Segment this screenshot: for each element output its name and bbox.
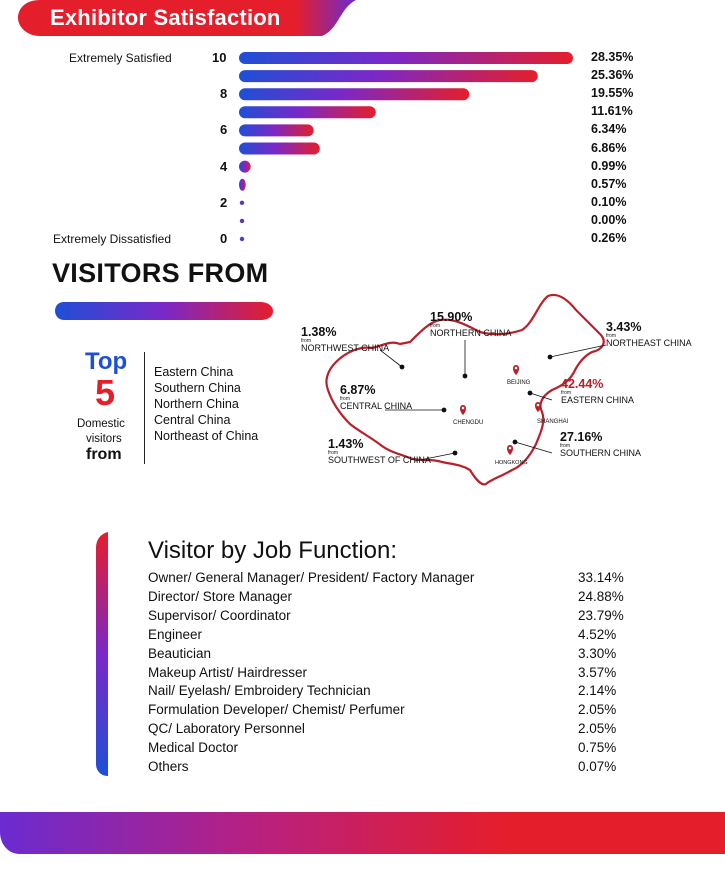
satisfaction-value-label: 6.86% <box>591 140 627 155</box>
job-accent-bar <box>96 532 108 776</box>
satisfaction-bar <box>239 52 573 64</box>
satisfaction-value-label: 28.35% <box>591 50 634 64</box>
satisfaction-value-label: 0.26% <box>591 231 627 245</box>
map-label-eastern: 42.44% from EASTERN CHINA <box>561 377 635 405</box>
visitors-accent-bar <box>55 302 273 320</box>
visitors-from-title: VISITORS FROM <box>52 258 269 288</box>
scale-label-bottom: Extremely Dissatisfied <box>53 232 172 246</box>
leader-line <box>530 393 552 400</box>
top-region-item: Northern China <box>154 397 239 411</box>
satisfaction-bar <box>239 88 469 100</box>
city-label: BEIJING <box>507 380 531 386</box>
visitors-label: visitors <box>86 433 122 445</box>
job-row-value: 33.14% <box>578 570 624 585</box>
satisfaction-value-label: 19.55% <box>591 86 634 101</box>
city-label: HONGKONG <box>495 460 528 466</box>
top-divider <box>144 352 145 464</box>
satisfaction-bar <box>239 179 246 191</box>
map-label-southern: 27.16% from SOUTHERN CHINA <box>560 430 642 458</box>
from-label: from <box>86 446 122 463</box>
satisfaction-tick-label: 2 <box>220 194 228 210</box>
top-region-item: Southern China <box>154 381 241 395</box>
top-region-item: Eastern China <box>154 365 234 379</box>
satisfaction-value-label: 0.00% <box>591 212 627 227</box>
job-row-value: 3.57% <box>578 664 617 680</box>
top-number: 5 <box>95 372 116 413</box>
job-row-value: 2.05% <box>578 721 617 737</box>
location-pin-icon <box>535 402 541 412</box>
satisfaction-value-label: 0.57% <box>591 176 627 191</box>
job-row-label: Supervisor/ Coordinator <box>148 607 291 623</box>
satisfaction-bar <box>240 237 244 241</box>
scale-label-top: Extremely Satisfied <box>69 51 172 65</box>
map-label-southwest: 1.43% from SOUTHWEST OF CHINA <box>328 437 431 465</box>
satisfaction-bar <box>240 201 244 205</box>
job-row-value: 0.07% <box>578 759 617 774</box>
job-row-label: Director/ Store Manager <box>148 588 293 604</box>
location-pin-icon <box>507 445 513 455</box>
satisfaction-value-label: 6.34% <box>591 122 627 137</box>
job-row-label: Beautician <box>148 645 212 661</box>
satisfaction-bar <box>239 106 376 118</box>
footer-banner <box>0 812 725 854</box>
domestic-label: Domestic <box>77 418 125 430</box>
leader-line <box>515 442 552 453</box>
satisfaction-tick-label: 10 <box>212 50 227 65</box>
map-label-central: 6.87% from CENTRAL CHINA <box>340 383 413 411</box>
top-region-item: Central China <box>154 413 231 427</box>
job-row-value: 2.14% <box>578 683 617 699</box>
job-row-label: Engineer <box>148 626 203 642</box>
job-row-label: Formulation Developer/ Chemist/ Perfumer <box>148 702 405 718</box>
job-row-label: QC/ Laboratory Personnel <box>148 721 305 737</box>
satisfaction-bar <box>239 143 320 155</box>
satisfaction-value-label: 25.36% <box>591 68 634 83</box>
satisfaction-tick-label: 4 <box>220 158 228 174</box>
job-row-value: 0.75% <box>578 740 617 756</box>
job-row-label: Makeup Artist/ Hairdresser <box>148 664 308 680</box>
job-row-value: 4.52% <box>578 626 617 642</box>
job-row-label: Nail/ Eyelash/ Embroidery Technician <box>148 683 371 699</box>
page-title: Exhibitor Satisfaction <box>50 5 281 30</box>
job-row-label: Owner/ General Manager/ President/ Factory Manager <box>148 570 475 585</box>
satisfaction-bar <box>239 70 538 82</box>
job-row-label: Others <box>148 759 189 774</box>
satisfaction-value-label: 0.99% <box>591 158 627 173</box>
job-function-title: Visitor by Job Function: <box>148 537 398 564</box>
satisfaction-tick-label: 0 <box>220 231 228 246</box>
job-row-value: 3.30% <box>578 645 617 661</box>
top-label: Top <box>85 348 128 375</box>
top-region-item: Northeast of China <box>154 429 259 443</box>
job-row-label: Medical Doctor <box>148 740 239 756</box>
map-label-northeast: 3.43% from NORTHEAST CHINA <box>606 320 692 348</box>
satisfaction-tick-label: 8 <box>220 86 228 102</box>
satisfaction-bar <box>240 219 244 223</box>
satisfaction-tick-label: 6 <box>220 122 228 138</box>
satisfaction-value-label: 11.61% <box>591 104 633 119</box>
map-label-northern: 15.90% from NORTHERN CHINA <box>430 310 512 338</box>
satisfaction-bar <box>239 124 314 136</box>
city-label: SHANGHAI <box>537 419 569 425</box>
map-label-northwest: 1.38% from NORTHWEST CHINA <box>301 325 390 353</box>
location-pin-icon <box>513 365 519 375</box>
job-row-value: 2.05% <box>578 702 617 718</box>
city-label: CHENGDU <box>453 420 484 426</box>
location-pin-icon <box>460 405 466 415</box>
job-row-value: 24.88% <box>578 588 624 604</box>
satisfaction-value-label: 0.10% <box>591 194 627 209</box>
satisfaction-bar <box>239 161 251 173</box>
job-row-value: 23.79% <box>578 607 624 623</box>
